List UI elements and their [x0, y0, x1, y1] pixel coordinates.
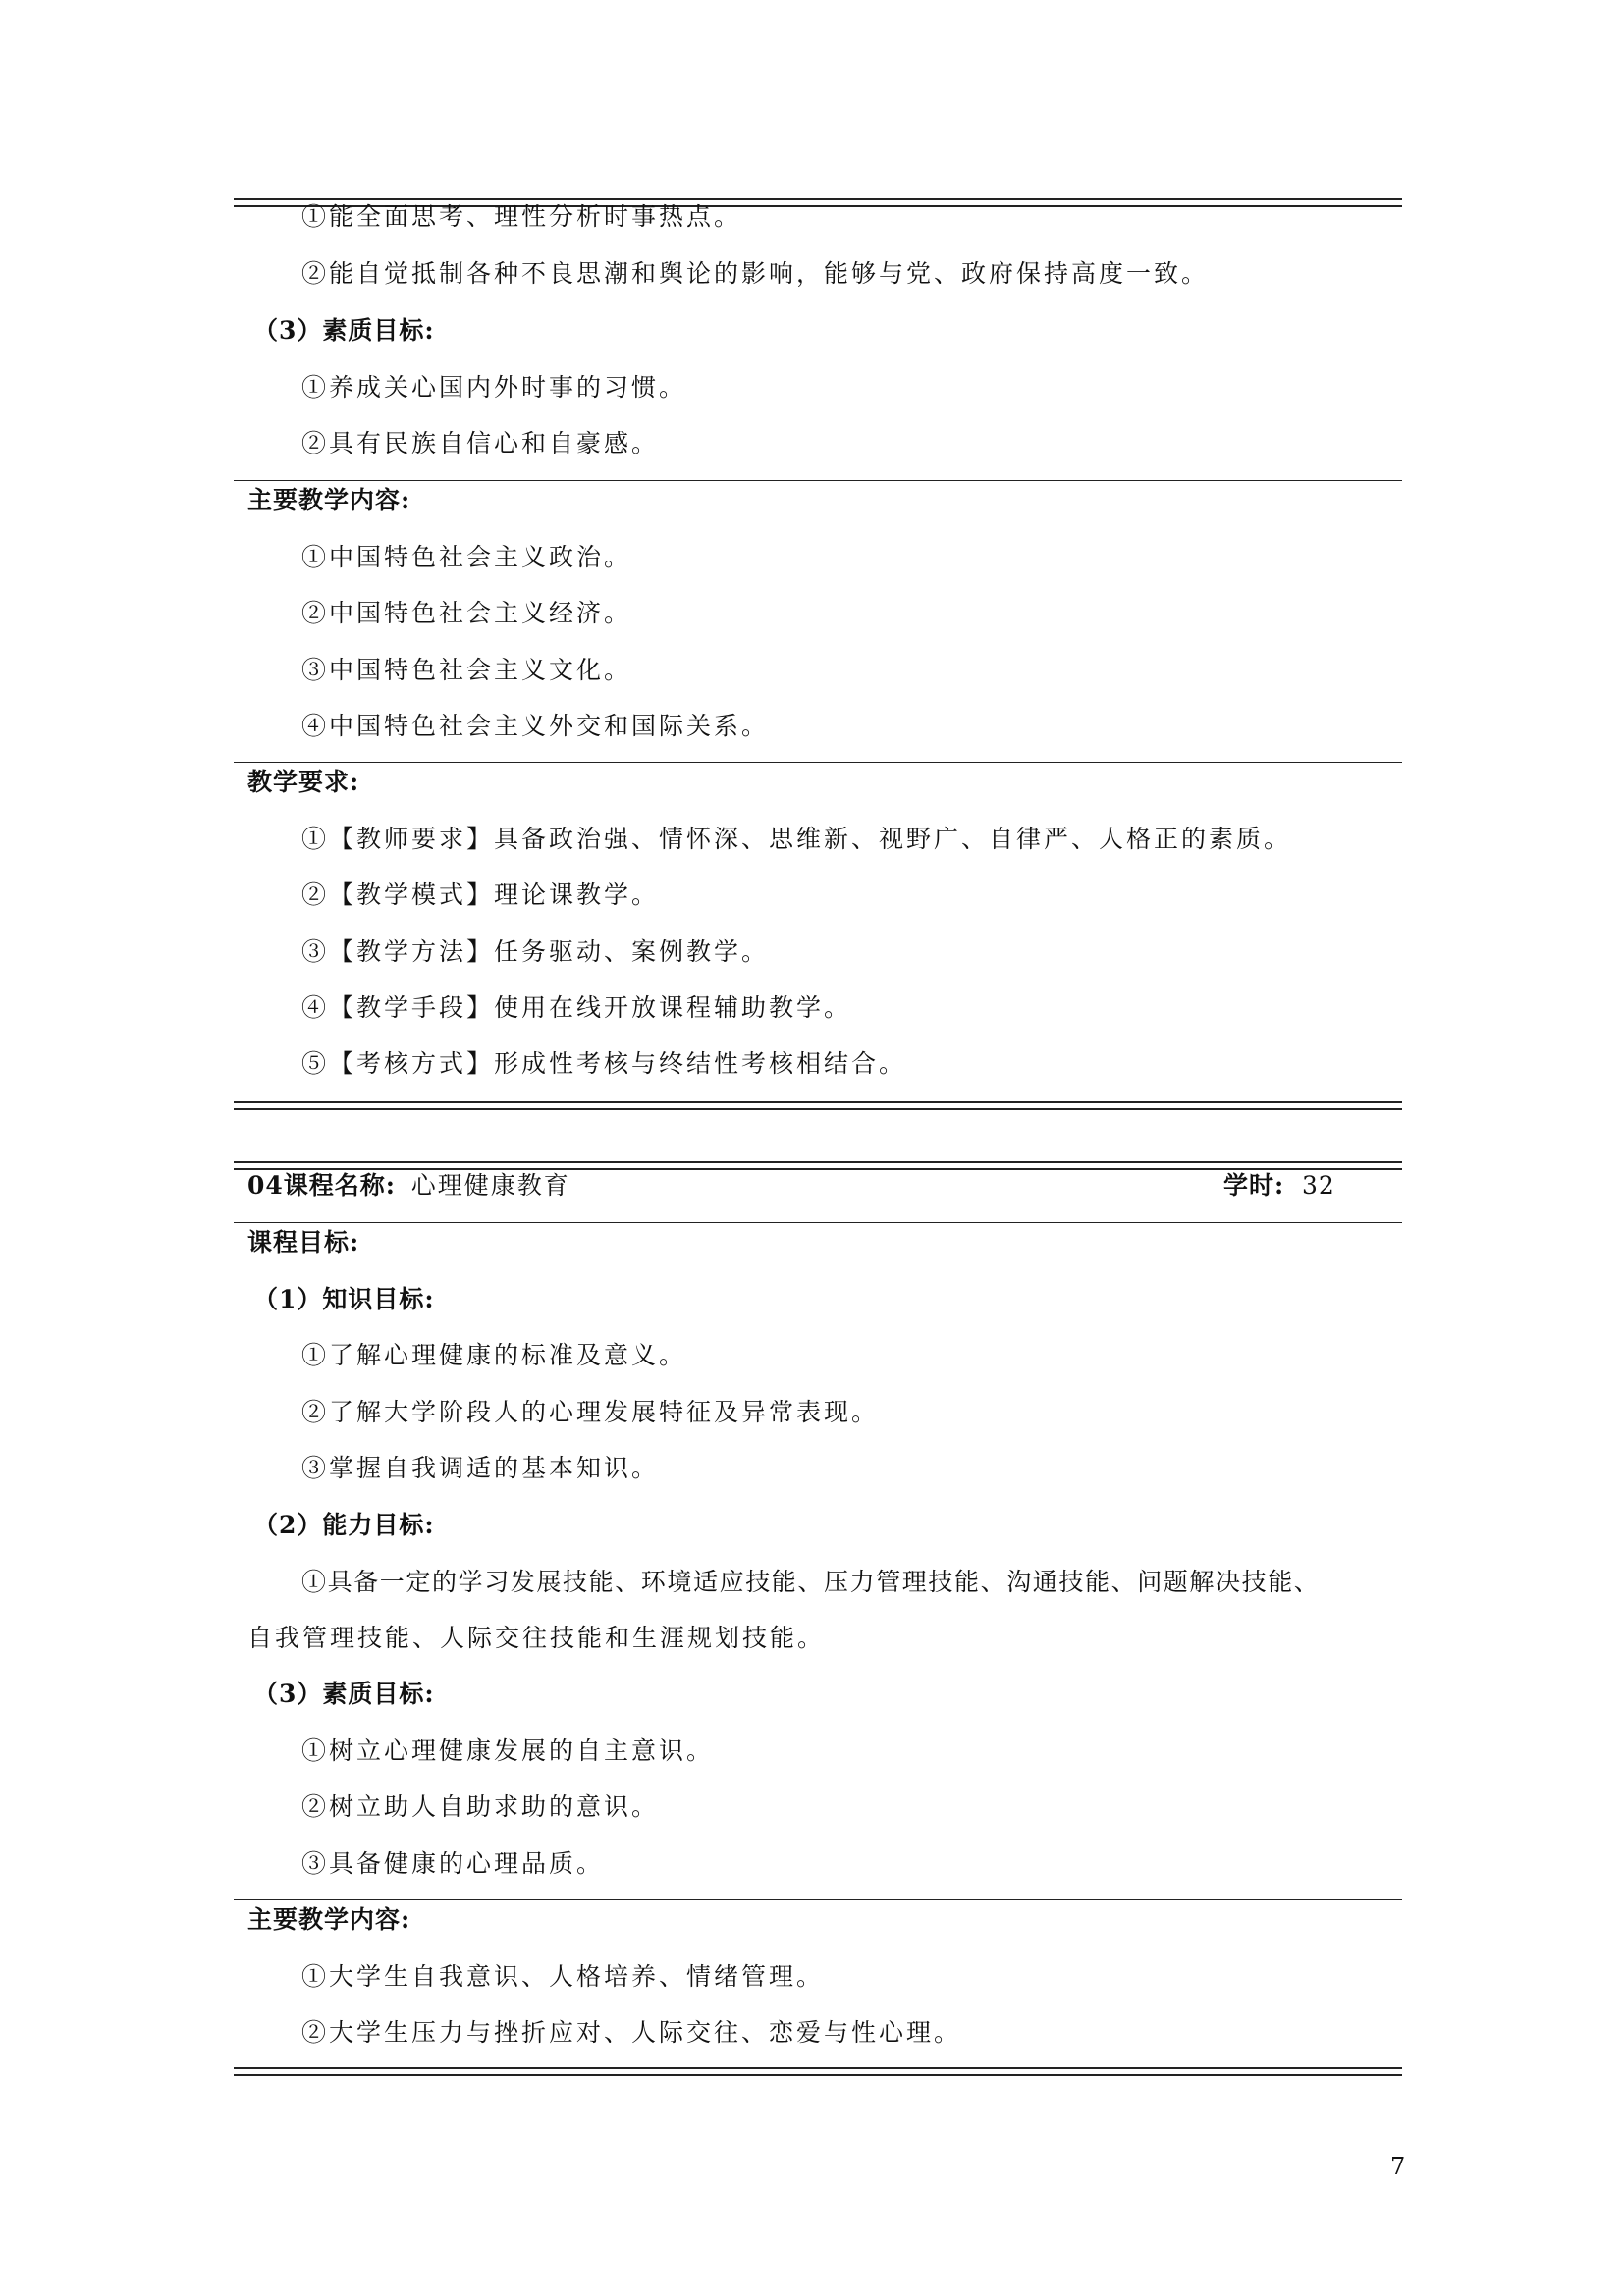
list-item: ⑤【考核方式】形成性考核与终结性考核相结合。 [301, 1049, 907, 1078]
table-top-border [234, 1161, 1402, 1170]
quality-goal-heading: （3）素质目标: [253, 1680, 435, 1708]
content-heading: 主要教学内容: [247, 1905, 411, 1934]
list-item: ②大学生压力与挫折应对、人际交往、恋爱与性心理。 [301, 2018, 962, 2047]
table-bottom-border [234, 1101, 1402, 1110]
table-bottom-border [234, 2067, 1402, 2076]
page-number: 7 [1390, 2153, 1406, 2180]
list-item: ③中国特色社会主义文化。 [301, 656, 632, 684]
list-item: ④中国特色社会主义外交和国际关系。 [301, 712, 770, 740]
list-item-continuation: 自我管理技能、人际交往技能和生涯规划技能。 [247, 1624, 826, 1652]
row-divider [234, 1899, 1402, 1900]
course-hours-row [1223, 1170, 1335, 1201]
list-item: ③【教学方法】任务驱动、案例教学。 [301, 937, 770, 966]
course-name-value: 心理健康教育 [410, 1171, 570, 1200]
list-item: ②了解大学阶段人的心理发展特征及异常表现。 [301, 1398, 880, 1426]
content-heading: 主要教学内容: [247, 486, 411, 514]
list-item: ①具备一定的学习发展技能、环境适应技能、压力管理技能、沟通技能、问题解决技能、 [301, 1568, 1321, 1596]
list-item: ②具有民族自信心和自豪感。 [301, 429, 660, 457]
list-item: ②【教学模式】理论课教学。 [301, 881, 660, 909]
list-item: ①【教师要求】具备政治强、情怀深、思维新、视野广、自律严、人格正的素质。 [301, 825, 1292, 853]
course-hours-value: 32 [1301, 1171, 1335, 1200]
ability-goal-heading: （2）能力目标: [253, 1511, 435, 1539]
quality-goal-heading: （3）素质目标: [253, 316, 435, 345]
list-item: ②中国特色社会主义经济。 [301, 599, 632, 627]
row-divider [234, 1222, 1402, 1223]
list-item: ①了解心理健康的标准及意义。 [301, 1341, 687, 1369]
list-item: ②树立助人自助求助的意识。 [301, 1792, 660, 1821]
course-name-label: 04课程名称: [247, 1171, 397, 1200]
row-divider [234, 762, 1402, 763]
course-hours-label: 学时: [1223, 1171, 1285, 1200]
course-name-row [247, 1170, 570, 1201]
list-item: ①大学生自我意识、人格培养、情绪管理。 [301, 1962, 825, 1991]
knowledge-goal-heading: （1）知识目标: [253, 1285, 435, 1313]
row-divider [234, 480, 1402, 481]
list-item: ①养成关心国内外时事的习惯。 [301, 373, 687, 401]
list-item: ③掌握自我调适的基本知识。 [301, 1454, 660, 1482]
list-item: ③具备健康的心理品质。 [301, 1849, 605, 1878]
course-goal-heading: 课程目标: [247, 1228, 360, 1256]
list-item: ①中国特色社会主义政治。 [301, 543, 632, 571]
list-item: ①树立心理健康发展的自主意识。 [301, 1736, 715, 1765]
requirements-heading: 教学要求: [247, 768, 360, 796]
list-item: ②能自觉抵制各种不良思潮和舆论的影响，能够与党、政府保持高度一致。 [301, 259, 1210, 288]
list-item: ①能全面思考、理性分析时事热点。 [301, 202, 742, 231]
list-item: ④【教学手段】使用在线开放课程辅助教学。 [301, 993, 852, 1022]
